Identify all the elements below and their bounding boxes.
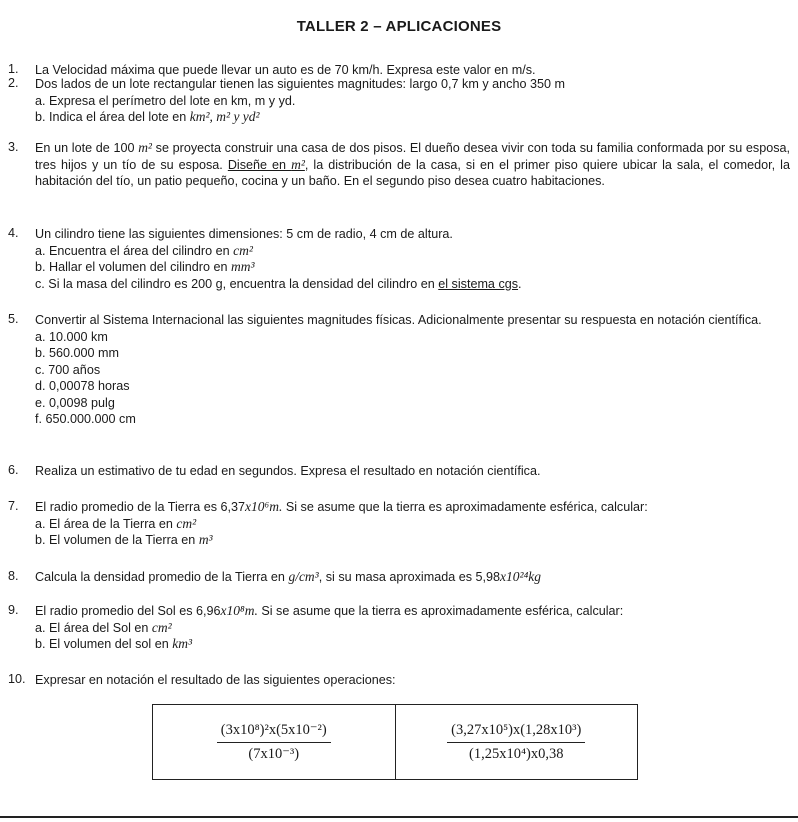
list-item: c. 700 años — [35, 362, 101, 377]
question-text: Un cilindro tiene las siguientes dimensiones: 5 cm de radio, 4 cm de altura. — [35, 227, 453, 241]
list-item: f. 650.000.000 cm — [35, 412, 136, 426]
question-number: 1. — [8, 62, 19, 76]
page-title: TALLER 2 – APLICACIONES — [296, 18, 502, 35]
question-text: Convertir al Sistema Internacional las siguientes magnitudes físicas. Adicionalmente presentar su respuesta en notación científica. — [35, 313, 762, 327]
fraction-numerator: (3x10⁸)²x(5x10⁻²) — [217, 722, 331, 743]
sub-item-b: b. Hallar el volumen del cilindro en mm³ — [35, 259, 255, 274]
sub-item-c: c. Si la masa del cilindro es 200 g, encuentra la densidad del cilindro en el sistema cgs. — [35, 276, 522, 291]
question-text: El radio promedio del Sol es 6,96x10⁸m. Si se asume que la tierra es aproximadamente esférica, calcular: — [35, 603, 624, 618]
sub-item-b: b. El volumen del sol en km³ — [35, 636, 193, 651]
math-expression: cm² — [176, 515, 197, 531]
sub-item-a: a. Expresa el perímetro del lote en km, m y yd. — [35, 93, 296, 108]
fraction — [217, 722, 331, 763]
question-text: Expresar en notación el resultado de las siguientes operaciones: — [35, 673, 396, 687]
question-number: 9. — [8, 603, 19, 617]
question-number: 5. — [8, 312, 19, 326]
question-text: En un lote de 100 m² se proyecta construir una casa de dos pisos. El dueño desea vivir con toda su familia conformada por su esposa, tres hijos y un tío de su esposa. Diseñe en m², la distribución de la casa, si en el primer piso quiere ubicar la sala, el comedor, la habitación del tío, un patio pequeño, cocina y un baño. En el segundo piso desea cuatro habitaciones. — [35, 140, 790, 188]
question-number: 8. — [8, 569, 19, 583]
sub-item-a: a. El área de la Tierra en cm² — [35, 515, 197, 531]
operations-table — [152, 704, 638, 780]
question-number: 3. — [8, 140, 19, 154]
math-expression: m² — [138, 140, 152, 155]
math-expression: cm² — [233, 242, 253, 258]
question-text: La Velocidad máxima que puede llevar un auto es de 70 km/h. Expresa este valor en m/s. — [35, 63, 536, 77]
math-expression: cm² — [151, 619, 172, 635]
math-expression: x10²⁴kg — [500, 569, 542, 584]
math-expression: x10⁶m. — [245, 499, 283, 514]
list-item: a. 10.000 km — [35, 329, 108, 344]
question-text: Realiza un estimativo de tu edad en segundos. Expresa el resultado en notación científica. — [35, 464, 541, 478]
bottom-divider — [0, 816, 798, 818]
question-number: 2. — [8, 76, 19, 90]
underlined-text: el sistema cgs — [438, 276, 519, 291]
question-number: 6. — [8, 463, 19, 477]
sub-item-a: a. Encuentra el área del cilindro en cm² — [35, 242, 253, 258]
math-expression: km³ — [172, 636, 193, 651]
fraction-denominator: (1,25x10⁴)x0,38 — [469, 745, 564, 762]
operation-cell — [395, 705, 638, 779]
question-number: 7. — [8, 499, 19, 513]
question-number: 4. — [8, 226, 19, 240]
math-expression: km², m² y yd² — [189, 109, 260, 124]
math-expression: g/cm³ — [288, 569, 319, 584]
question-text: El radio promedio de la Tierra es 6,37x10⁶m. Si se asume que la tierra es aproximadamente esférica, calcular: — [35, 499, 648, 514]
operation-cell — [153, 705, 395, 779]
list-item: d. 0,00078 horas — [35, 379, 130, 393]
question-number: 10. — [8, 672, 26, 686]
sub-item-b: b. Indica el área del lote en km², m² y yd² — [35, 109, 260, 124]
question-text: Dos lados de un lote rectangular tienen las siguientes magnitudes: largo 0,7 km y ancho 350 m — [35, 77, 565, 91]
list-item: e. 0,0098 pulg — [35, 395, 115, 410]
math-expression: x10⁸m. — [220, 603, 258, 618]
fraction-denominator: (7x10⁻³) — [248, 745, 300, 762]
question-text: Calcula la densidad promedio de la Tierra en g/cm³, si su masa aproximada es 5,98x10²⁴kg — [35, 569, 542, 584]
sub-item-a: a. El área del Sol en cm² — [35, 619, 172, 635]
sub-item-b: b. El volumen de la Tierra en m³ — [35, 532, 213, 547]
underlined-text: Diseñe en m² — [227, 156, 305, 172]
fraction — [447, 722, 585, 763]
list-item: b. 560.000 mm — [35, 346, 120, 360]
math-expression: m³ — [198, 532, 213, 547]
fraction-numerator: (3,27x10⁵)x(1,28x10³) — [447, 722, 585, 743]
math-expression: mm³ — [231, 259, 255, 274]
